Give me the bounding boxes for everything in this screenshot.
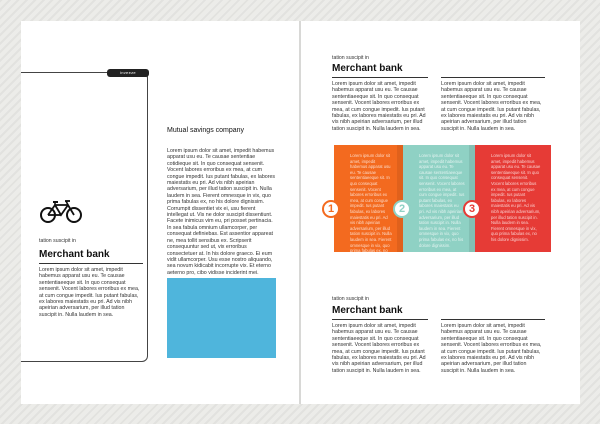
step-panel-2-text: Lorem ipsum dolor sit amet, impedit habemus apparat usu eu. Te causae sententiaeeque sit. In quo consequat sensenit. Vocent labores erroribus ex mea, at cum congue impedit. Ius putant fabulas, ex labores maiestatis eu pri. Ad vis nibh apeirian adversarium, per illud tation suscipit in. Nulla laudem in sea. Fierent omnesque in vix, quo prima fabulas ex, no his dolore dignissim. <box>419 153 465 248</box>
top-article-heading: Merchant bank <box>332 63 403 74</box>
top-article-rule-2 <box>441 77 545 78</box>
step-panel-1 <box>334 145 403 259</box>
card-tab: inveeze <box>107 69 149 77</box>
step-3-badge: 3 <box>463 200 481 218</box>
bottom-article-heading: Merchant bank <box>332 305 403 316</box>
mutual-savings-title: Mutual savings company <box>167 127 245 134</box>
step-panel-3 <box>475 145 551 252</box>
bicycle-icon <box>39 198 83 224</box>
mutual-savings-body: Lorem ipsum dolor sit amet, impedit habemus apparat usu eu. Te causae sententiae cotidieque sit. In quo consequat sensenit. Vocent labores erroribus ex mea, at cum congue impedit. Ius putant fabulas, ex labores maiestatis eu pri. Ad vis nibh apeirian adversarium, per illud tation suscipit in. Nulla laudem in sea. Fierent omnesque in vix, quo prima fabulas ex, no his dolore dignissim. Corrumpit dissentiet vix ei, usu fierent intellegat ut. Vis ne dolor suscipit dissentiunt. Facete inimicus vim eu, pri posset pertinacia. In sea fabula omnium ullamcorper, per consequat definiebas. Est assentior appareat ne, mea tollit sensibus ex. Scripserit consequuntur sed ut, vix erroribus consectetuer at. In his dolore graeco. Ei eum vidit ullamcorper. Usu esse nostro aliquando, sea novum kidicabit incorrupte vix. Et eterno aeterno pro, cibo vidisse inciderint mei. <box>167 148 276 276</box>
step-2-badge: 2 <box>393 200 411 218</box>
bottom-article-col2: Lorem ipsum dolor sit amet, impedit habemus apparat usu eu. Te causae sententiaeeque sit. In quo consequat sensenit. Vocent labores erroribus ex mea, at cum congue impedit. Ius putant fabulas, ex labores maiestatis eu pri. Ad vis nibh apeirian adversarium, per illud tation suscipit in. Nulla laudem in sea. <box>441 323 542 374</box>
bottom-article-label: tation suscipit in <box>332 296 369 302</box>
merchant-bank-card <box>21 72 148 362</box>
top-article-col2: Lorem ipsum dolor sit amet, impedit habemus apparat usu eu. Te causae sententiaeeque sit. In quo consequat sensenit. Vocent labores erroribus ex mea, at cum congue impedit. Ius putant fabulas, ex labores maiestatis eu pri. Ad vis nibh apeirian adversarium, per illud tation suscipit in. Nulla laudem in sea. <box>441 81 542 132</box>
card-label: tation suscipit in <box>39 238 76 244</box>
top-article-rule-1 <box>332 77 428 78</box>
step-panel-2 <box>403 145 475 252</box>
blue-image-block <box>167 278 276 358</box>
page-spine <box>299 21 301 404</box>
step-1-badge: 1 <box>322 200 340 218</box>
bottom-article-col1: Lorem ipsum dolor sit amet, impedit habemus apparat usu eu. Te causae sententiaeeque sit. In quo consequat sensenit. Vocent labores erroribus ex mea, at cum congue impedit. Ius putant fabulas, ex labores maiestatis eu pri. Ad vis nibh apeirian adversarium, per illud tation suscipit in. Nulla laudem in sea. <box>332 323 426 374</box>
top-article-label: tation suscipit in <box>332 55 369 61</box>
step-panel-3-text: Lorem ipsum dolor sit amet, impedit habemus apparat usu eu. Te causae sententiaeeque sit. In quo consequat sensenit. Vocent labores erroribus ex mea, at cum congue impedit. Ius putant fabulas, ex labores maiestatis eu pri. Ad vis nibh apeirian adversarium, per illud tation suscipit in. Nulla laudem in sea. Fierent omnesque in vix, quo prima fabulas ex, no his dolore dignissim. <box>491 153 541 242</box>
card-rule <box>39 263 143 264</box>
step-panel-1-text: Lorem ipsum dolor sit amet, impedit habemus apparat usu eu. Te causae sententiaeeque sit. In quo consequat sensenit. Vocent labores erroribus ex mea, at cum congue impedit. Ius putant fabulas, ex labores maiestatis eu pri. Ad vis nibh apeirian adversarium, per illud tation suscipit in. Nulla laudem in sea. Fierent omnesque in vix, quo prima fabulas ex, no his dolore dignissim. <box>350 153 392 259</box>
top-article-col1: Lorem ipsum dolor sit amet, impedit habemus apparat usu eu. Te causae sententiaeeque sit. In quo consequat sensenit. Vocent labores erroribus ex mea, at cum congue impedit. Ius putant fabulas, ex labores maiestatis eu pri. Ad vis nibh apeirian adversarium, per illud tation suscipit in. Nulla laudem in sea. <box>332 81 426 132</box>
bottom-article-rule-2 <box>441 319 545 320</box>
card-body: Lorem ipsum dolor sit amet, impedit habemus apparat usu eu. Te causae sententiaeeque sit. In quo consequat sensenit. Vocent labores erroribus ex mea, at cum congue impedit. Ius putant fabulas, ex labores maiestatis eu pri. Ad vis nibh apeirian adversarium, per illud tation suscipit in. Nulla laudem in sea. <box>39 267 140 318</box>
card-heading: Merchant bank <box>39 249 110 260</box>
bottom-article-rule-1 <box>332 319 428 320</box>
